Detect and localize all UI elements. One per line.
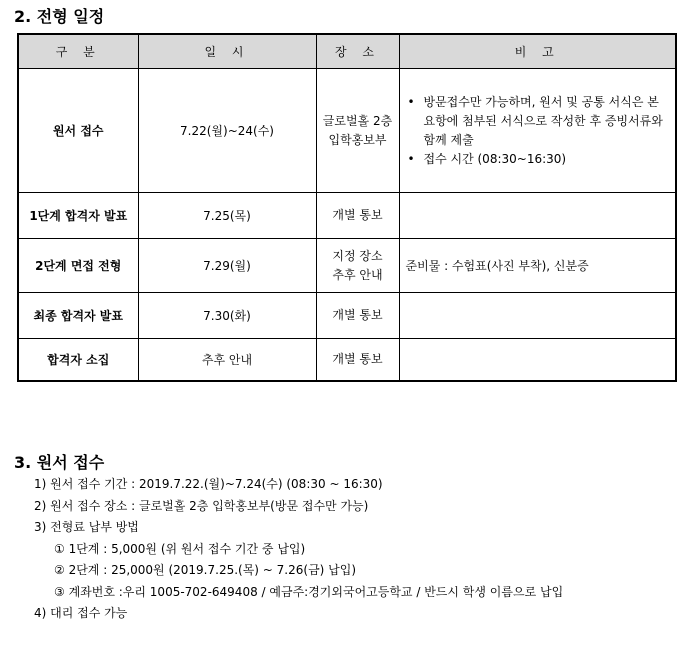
row-date: 7.30(화) (138, 293, 316, 339)
table-header-row (18, 34, 676, 69)
table-row (18, 69, 676, 193)
row-remarks (399, 339, 676, 381)
row-place (316, 239, 399, 293)
header-date: 일 시 (138, 34, 316, 69)
row-label: 최종 합격자 발표 (18, 293, 138, 339)
table-row (18, 193, 676, 239)
sub-list-item: ① 1단계 : 5,000원 (위 원서 접수 기간 중 납입) (54, 541, 306, 556)
row-place (316, 293, 399, 339)
remarks-item (420, 150, 670, 169)
header-remarks: 비 고 (399, 34, 676, 69)
place-line: 지정 장소 (332, 248, 383, 263)
header-place: 장 소 (316, 34, 399, 69)
row-label: 1단계 합격자 발표 (18, 193, 138, 239)
row-remarks (399, 69, 676, 193)
table-row (18, 239, 676, 293)
row-place (316, 193, 399, 239)
remarks-item (420, 93, 670, 150)
row-label: 2단계 면접 전형 (18, 239, 138, 293)
section-2-title: 2. 전형 일정 (14, 7, 105, 26)
place-line: 개별 통보 (332, 351, 383, 366)
application-details (34, 474, 563, 625)
place-line: 입학홍보부 (328, 132, 387, 147)
table-row (18, 339, 676, 381)
row-place (316, 69, 399, 193)
row-remarks (399, 293, 676, 339)
list-item: 3) 전형료 납부 방법 (34, 520, 139, 534)
remarks-text: • 방문접수만 가능하며, 원서 및 공통 서식은 본 요항에 첨부된 서식으로 작성한 후 증빙서류와 함께 제출 (423, 94, 663, 147)
row-date: 7.29(월) (138, 239, 316, 293)
row-label: 원서 접수 (18, 69, 138, 193)
row-place (316, 339, 399, 381)
row-date: 추후 안내 (138, 339, 316, 381)
table-row (18, 293, 676, 339)
row-date: 7.25(목) (138, 193, 316, 239)
remarks-list (406, 93, 670, 169)
row-remarks (399, 193, 676, 239)
row-date: 7.22(월)~24(수) (138, 69, 316, 193)
place-line: 글로벌홀 2층 (322, 113, 393, 128)
row-label: 합격자 소집 (18, 339, 138, 381)
place-line: 개별 통보 (332, 308, 383, 322)
place-line: 추후 안내 (332, 267, 383, 282)
row-remarks: 준비물 : 수험표(사진 부착), 신분증 (399, 239, 676, 293)
schedule-table (17, 33, 677, 382)
remarks-text: • 접수 시간 (08:30~16:30) (423, 151, 567, 166)
list-item: 2) 원서 접수 장소 : 글로벌홀 2층 입학홍보부(방문 접수만 가능) (34, 498, 369, 513)
list-item: 4) 대리 접수 가능 (34, 606, 128, 620)
sub-list-item: ③ 계좌번호 :우리 1005-702-649408 / 예금주:경기외국어고등학교 / 반드시 학생 이름으로 납입 (54, 584, 564, 599)
place-line: 개별 통보 (332, 208, 383, 222)
section-3-title: 3. 원서 접수 (14, 453, 105, 472)
list-item: 1) 원서 접수 기간 : 2019.7.22.(월)~7.24(수) (08:30 ~ 16:30) (34, 477, 383, 491)
header-category: 구 분 (18, 34, 138, 69)
sub-list-item: ② 2단계 : 25,000원 (2019.7.25.(목) ~ 7.26(금) 납입) (54, 563, 357, 577)
